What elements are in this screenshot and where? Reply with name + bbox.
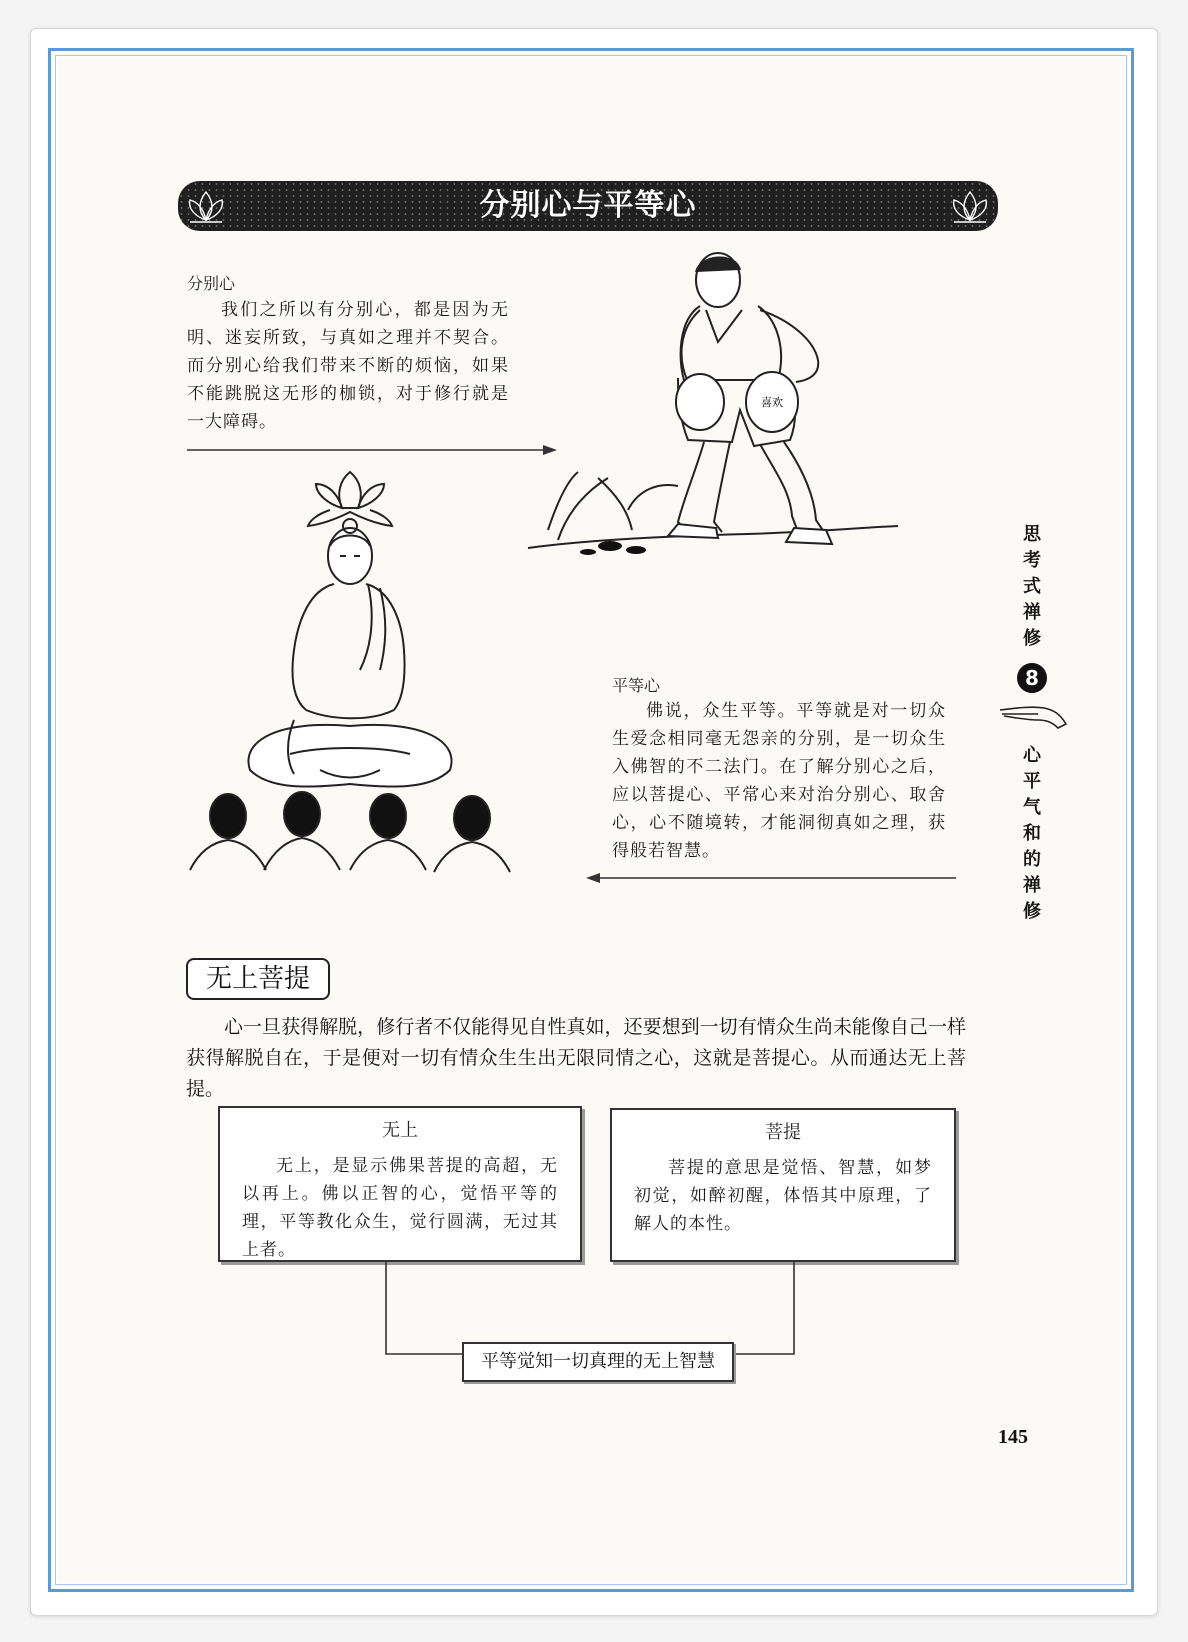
section-body-text: 心一旦获得解脱，修行者不仅能得见自性真如，还要想到一切有情众生尚未能像自己一样获得解脱自在，于是便对一切有情众生生出无限同情之心，这就是菩提心。从而通达无上菩提。	[186, 1016, 966, 1100]
equal-mind-label: 平等心	[612, 676, 661, 695]
discriminating-mind-text: 我们之所以有分别心，都是因为无明、迷妄所致，与真如之理并不契合。而分别心给我们带来不断的烦恼，如果不能跳脱这无形的枷锁，对于修行就是一大障碍。	[187, 300, 509, 432]
box-bodhi-title: 菩提	[765, 1122, 801, 1143]
walking-man-illustration	[528, 250, 928, 590]
arrow-left-icon	[586, 872, 956, 884]
box-supreme-title: 无上	[382, 1120, 418, 1141]
bag-label: 喜欢	[761, 396, 783, 409]
chapter-title-vertical: 心平气和的禅修	[1023, 745, 1041, 922]
open-hand-icon	[998, 696, 1070, 732]
section-heading: 无上菩提	[186, 958, 330, 1000]
buddha-illustration	[190, 470, 540, 890]
box-bodhi	[610, 1108, 956, 1262]
box-supreme	[218, 1106, 582, 1262]
page-number: 145	[998, 1426, 1028, 1448]
chapter-number-badge: 8	[1017, 663, 1047, 693]
discriminating-mind-label: 分别心	[187, 274, 236, 293]
box-supreme-text: 无上，是显示佛果菩提的高超，无以再上。佛以正智的心，觉悟平等的理，平等教化众生，觉行圆满，无过其上者。	[242, 1156, 558, 1260]
series-title-vertical: 思考式禅修	[1023, 524, 1041, 649]
equal-mind-text: 佛说，众生平等。平等就是对一切众生爱念相同毫无怨亲的分别，是一切众生入佛智的不二法门。在了解分别心之后，应以菩提心、平常心来对治分别心、取舍心，心不随境转，才能洞彻真如之理，获得般若智慧。	[612, 701, 946, 861]
title-banner	[178, 181, 998, 231]
result-box: 平等觉知一切真理的无上智慧	[462, 1342, 734, 1382]
box-bodhi-text: 菩提的意思是觉悟、智慧，如梦初觉，如醉初醒，体悟其中原理，了解人的本性。	[634, 1158, 932, 1234]
arrow-right-icon	[187, 444, 559, 456]
page-title: 分别心与平等心	[479, 188, 697, 223]
